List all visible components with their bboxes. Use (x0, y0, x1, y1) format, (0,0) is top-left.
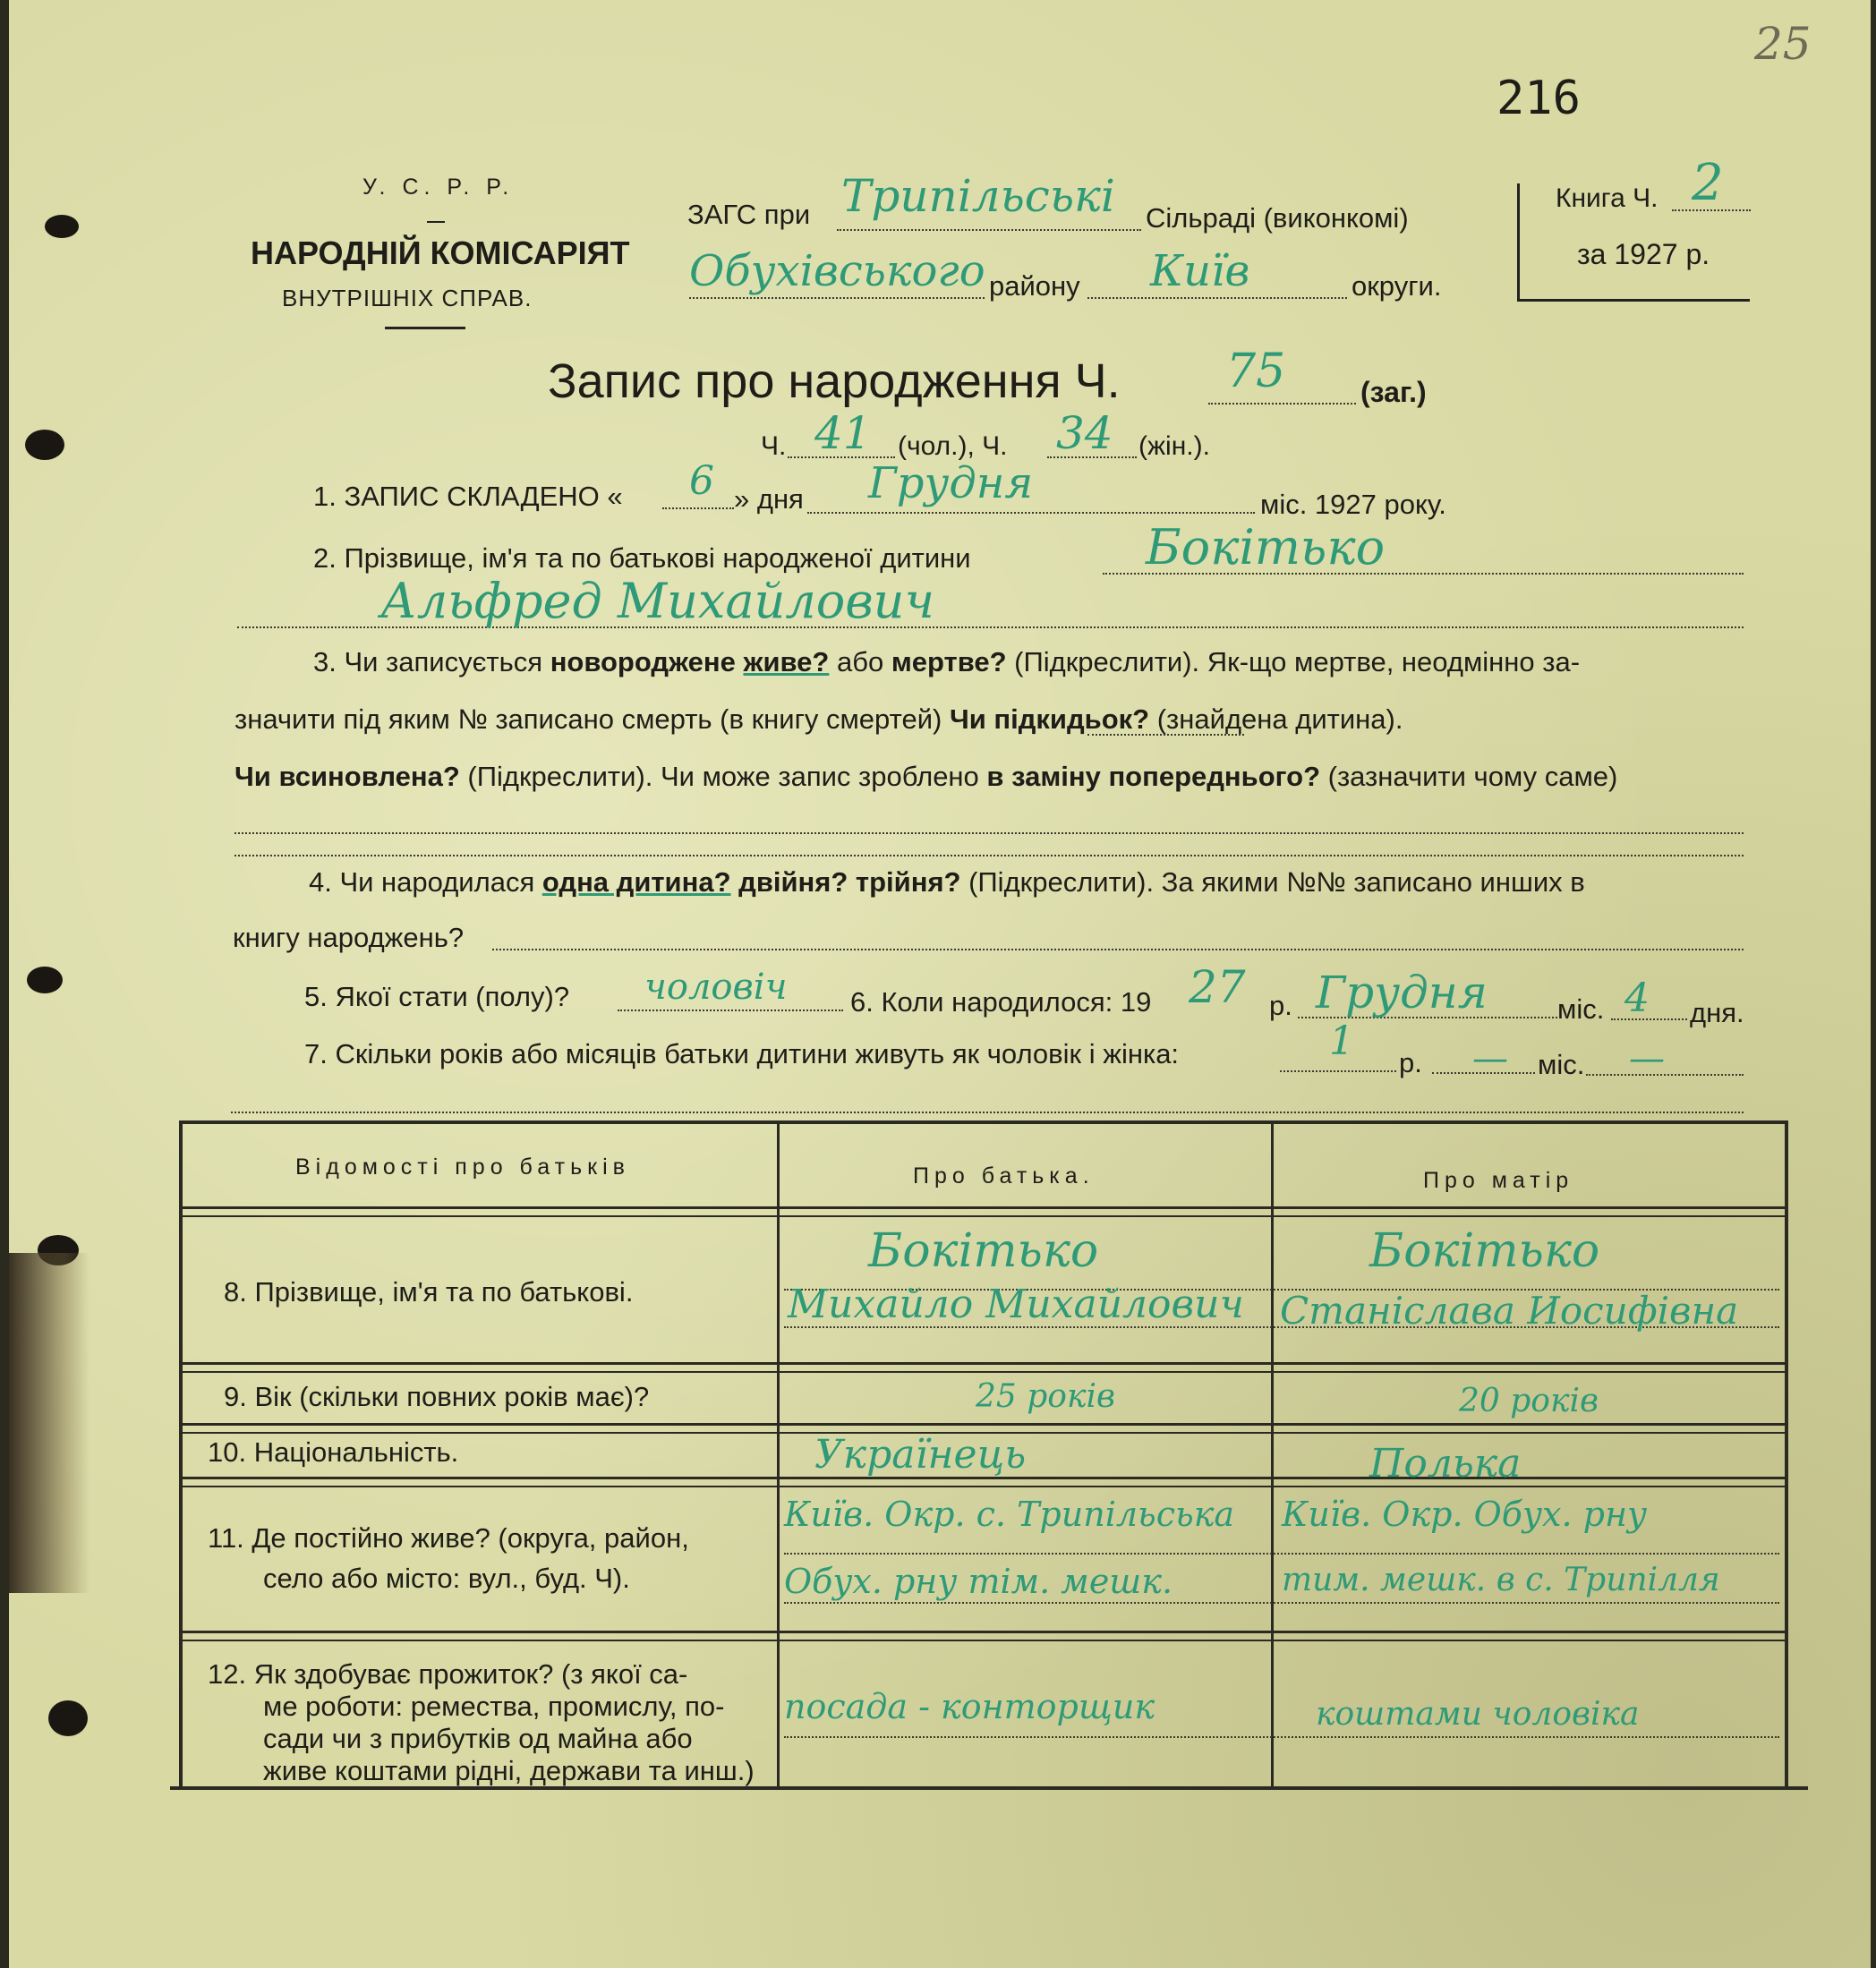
q3-text: або (829, 646, 891, 677)
q3-text: 3. Чи записується (313, 646, 550, 677)
dotted-line (689, 297, 985, 299)
dotted-line (1280, 1070, 1396, 1072)
q7-years-label: р. (1399, 1047, 1422, 1078)
q1-year-label: міс. 1927 року. (1260, 489, 1446, 520)
q6-year-label: р. (1269, 990, 1292, 1021)
dotted-line (1586, 1074, 1744, 1076)
village-council-value: Трипільські (841, 170, 1115, 222)
q1-month: Грудня (868, 458, 1034, 508)
record-number: 75 (1226, 345, 1286, 398)
q3-adopted: Чи всиновлена? (234, 761, 460, 792)
table-divider (179, 1486, 1787, 1487)
q3-replacement: в заміну попереднього? (986, 761, 1321, 792)
book-number: 2 (1692, 154, 1724, 212)
mother-surname: Бокітько (1369, 1224, 1600, 1278)
page-damage (9, 1253, 90, 1593)
table-divider (1271, 1120, 1274, 1787)
table-divider (179, 1215, 1787, 1217)
q6-month-label: міс. (1557, 993, 1605, 1025)
dotted-line (1208, 403, 1356, 405)
child-sex: чоловіч (644, 967, 788, 1008)
dotted-line (784, 1553, 1779, 1555)
pencil-number: 25 (1754, 18, 1812, 70)
table-divider (179, 1631, 1787, 1633)
q3-newborn: новороджене (550, 646, 736, 677)
zags-label: ЗАГС при (687, 199, 811, 230)
row-label-occupation-3: сади чи з прибутків од майна або (263, 1723, 693, 1754)
male-number: 41 (814, 407, 872, 459)
child-surname: Бокітько (1146, 519, 1386, 575)
birth-year-digits: 27 (1189, 961, 1246, 1013)
document-page (9, 0, 1871, 1968)
father-surname: Бокітько (868, 1224, 1099, 1278)
row-label-name: 8. Прізвище, ім'я та по батькові. (224, 1276, 634, 1308)
row-label-residence-1: 11. Де постійно живе? (округа, район, (208, 1522, 689, 1554)
district-value: Обухівського (689, 246, 985, 296)
table-divider (179, 1362, 1787, 1365)
q6-label: 6. Коли народилося: 19 (850, 986, 1152, 1018)
dotted-line (492, 949, 1744, 950)
dotted-line (662, 507, 734, 509)
q4-text: 4. Чи народилася (309, 866, 542, 898)
mother-age: 20 років (1459, 1383, 1599, 1419)
dotted-line (837, 229, 1141, 231)
birth-month: Грудня (1316, 967, 1488, 1018)
table-divider (179, 1206, 1787, 1209)
q3-foundling: Чи підкидьок? (949, 703, 1150, 735)
district-label: району (989, 270, 1080, 302)
male-label: (чол.), Ч. (898, 431, 1008, 461)
q4-single: одна дитина? (541, 866, 731, 898)
mother-residence-1: Київ. Окр. Обух. рну (1282, 1495, 1648, 1534)
binding-hole (27, 967, 63, 993)
dotted-line (234, 855, 1744, 856)
dotted-line (784, 1602, 1779, 1604)
married-months-extra: — (1629, 1038, 1665, 1079)
dotted-line (618, 1010, 843, 1011)
okrug-value: Київ (1150, 246, 1250, 296)
binding-hole (25, 430, 64, 460)
q3-line1 (313, 646, 1580, 678)
q4-triplets: трійня? (848, 866, 961, 898)
female-label: (жін.). (1138, 431, 1210, 461)
book-box-border (1517, 183, 1520, 302)
row-label-nationality: 10. Національність. (208, 1436, 459, 1468)
table-divider (179, 1423, 1787, 1426)
table-border (179, 1120, 1787, 1124)
q4-line2: книгу народжень? (233, 922, 465, 953)
q3-dead: мертве? (891, 646, 1007, 677)
father-age: 25 років (976, 1378, 1115, 1415)
q3-text: (Підкреслити). Чи може запис зроблено (459, 761, 987, 792)
binding-hole (48, 1700, 88, 1736)
q2-label: 2. Прізвище, ім'я та по батькові народженої дитини (313, 542, 971, 574)
q4-twins: двійня? (730, 866, 848, 898)
council-label: Сільраді (виконкомі) (1146, 202, 1409, 234)
table-border (179, 1120, 183, 1788)
row-label-occupation-2: ме роботи: ремества, промислу, по- (263, 1691, 725, 1722)
q1-day-label: » дня (734, 483, 804, 515)
married-months: — (1472, 1038, 1508, 1079)
row-label-age: 9. Вік (скільки повних років має)? (224, 1381, 650, 1412)
father-nationality: Українець (814, 1432, 1027, 1478)
mother-residence-2: тим. мешк. в с. Трипілля (1282, 1562, 1720, 1598)
dotted-line (1087, 297, 1347, 299)
dotted-line (231, 1112, 1744, 1113)
q5-label: 5. Якої стати (полу)? (304, 981, 570, 1012)
q3-text: (Підкреслити). Як-що мертве, неодмінно за- (1006, 646, 1581, 677)
page-number: 216 (1497, 72, 1581, 125)
male-number-label: Ч. (761, 431, 787, 461)
mother-occupation: коштами чоловіка (1316, 1696, 1640, 1733)
q4-text: (Підкреслити). За якими №№ записано инших в (960, 866, 1585, 898)
q7-label: 7. Скільки років або місяців батьки дитини живуть як чоловік і жінка: (304, 1038, 1180, 1069)
dotted-line (807, 512, 1255, 514)
father-name: Михайло Михайлович (788, 1282, 1244, 1327)
table-divider (777, 1120, 780, 1787)
header-mother: Про матір (1423, 1168, 1574, 1193)
divider (427, 221, 445, 223)
married-years: 1 (1329, 1018, 1354, 1064)
mother-name: Станіслава Иосифівна (1280, 1289, 1739, 1333)
record-total-label: (заг.) (1360, 376, 1427, 408)
q3-text: (знайдена дитина). (1149, 703, 1403, 735)
book-box-border (1517, 299, 1750, 302)
dotted-line (234, 832, 1744, 834)
row-label-occupation-1: 12. Як здобуває прожиток? (з якої са- (208, 1658, 688, 1690)
commissariat-title: НАРОДНІЙ КОМІСАРІЯТ (251, 234, 630, 271)
table-border (1785, 1120, 1788, 1788)
q3-line2 (234, 703, 1403, 736)
okrug-label: округи. (1352, 270, 1442, 302)
q4-line1 (309, 866, 1585, 899)
q3-line3 (234, 761, 1617, 793)
q7-months-label: міс. (1538, 1049, 1585, 1080)
table-divider (179, 1640, 1787, 1641)
ussr-label: У. С. Р. Р. (362, 175, 515, 200)
commissariat-subtitle: ВНУТРІШНІХ СПРАВ. (282, 285, 533, 311)
birth-day: 4 (1624, 975, 1650, 1021)
q1-day: 6 (689, 458, 714, 504)
mother-nationality: Полька (1369, 1441, 1522, 1487)
child-name: Альфред Михайлович (380, 573, 935, 629)
document-title: Запис про народження Ч. (548, 354, 1121, 408)
q3-text: значити під яким № записано смерть (в книгу смертей) (234, 703, 950, 735)
father-residence-2: Обух. рну тім. мешк. (784, 1562, 1173, 1601)
row-label-occupation-4: живе коштами рідні, держави та инш.) (263, 1755, 755, 1786)
header-father: Про батька. (913, 1163, 1095, 1188)
divider (385, 327, 465, 329)
father-occupation: посада - конторщик (784, 1687, 1155, 1726)
dotted-line (784, 1736, 1779, 1738)
q6-day-label: дня. (1690, 997, 1744, 1028)
book-year: за 1927 р. (1577, 238, 1710, 270)
row-label-residence-2: село або місто: вул., буд. Ч). (263, 1563, 630, 1594)
binding-hole (45, 215, 79, 238)
q3-alive: живе? (743, 646, 830, 677)
book-label: Книга Ч. (1556, 183, 1659, 213)
female-number: 34 (1056, 407, 1113, 459)
q1-label: 1. ЗАПИС СКЛАДЕНО « (313, 481, 623, 512)
dotted-line (1087, 734, 1244, 736)
header-parents-info: Відомості про батьків (295, 1154, 630, 1180)
father-residence-1: Київ. Окр. с. Трипільська (784, 1495, 1235, 1534)
q3-text: (зазначити чому саме) (1320, 761, 1618, 792)
table-divider (179, 1371, 1787, 1373)
